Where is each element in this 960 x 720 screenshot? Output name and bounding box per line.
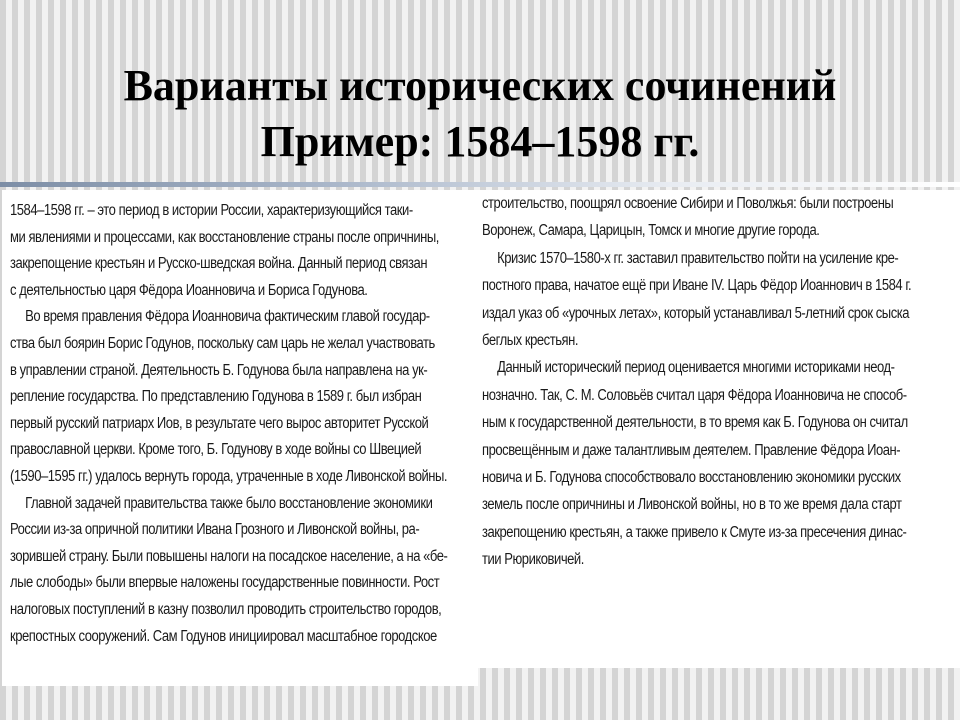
essay-line: ми явлениями и процессами, как восстановление страны после опричнины, bbox=[10, 228, 439, 246]
essay-line: издал указ об «урочных летах», который устанавливал 5-летний срок сыска bbox=[482, 304, 910, 322]
essay-line: нозначно. Так, С. М. Соловьёв считал царя Фёдора Иоанновича не способ- bbox=[482, 386, 907, 404]
slide-title-line-2: Пример: 1584–1598 гг. bbox=[260, 117, 700, 166]
essay-excerpt-left-column bbox=[2, 190, 478, 686]
essay-line: новича и Б. Годунова способствовало восстановлению экономики русских bbox=[482, 469, 901, 487]
essay-line: Данный исторический период оценивается многими историками неод- bbox=[497, 359, 895, 377]
essay-line: земель после опричнины и Ливонской войны, но в то же время дала старт bbox=[482, 496, 902, 514]
essay-line: репление государства. По представлению Годунова в 1589 г. был избран bbox=[10, 388, 422, 406]
essay-excerpt-right-column bbox=[478, 190, 960, 668]
essay-line: ным к государственной деятельности, в то время как Б. Годунова он считал bbox=[482, 414, 908, 432]
essay-line: (1590–1595 гг.) удалось вернуть города, утраченные в ходе Ливонской войны. bbox=[10, 467, 448, 485]
essay-line: 1584–1598 гг. – это период в истории России, характеризующийся таки- bbox=[10, 202, 413, 219]
essay-line: ства был боярин Борис Годунов, поскольку сам царь не желал участвовать bbox=[10, 334, 435, 352]
essay-line: России из-за опричной политики Ивана Грозного и Ливонской войны, ра- bbox=[10, 521, 420, 539]
essay-line: постного права, начатое ещё при Иване IV. Царь Фёдор Иоаннович в 1584 г. bbox=[482, 277, 912, 295]
essay-line: тии Рюриковичей. bbox=[482, 551, 584, 569]
essay-line: Кризис 1570–1580-х гг. заставил правительство пойти на усиление кре- bbox=[497, 249, 899, 267]
essay-line: Главной задачей правительства также было восстановление экономики bbox=[25, 494, 433, 512]
essay-line: закрепощению крестьян, а также привело к Смуте из-за пресечения динас- bbox=[482, 523, 907, 541]
slide-title bbox=[0, 58, 960, 170]
essay-line: беглых крестьян. bbox=[482, 332, 579, 350]
slide-title-line-1: Варианты исторических сочинений bbox=[123, 61, 837, 110]
essay-line: православной церкви. Кроме того, Б. Годунову в ходе войны со Швецией bbox=[10, 441, 422, 459]
essay-line: закрепощение крестьян и Русско-шведская война. Данный период связан bbox=[10, 255, 428, 273]
title-accent-bar bbox=[0, 182, 960, 187]
essay-line: в управлении страной. Деятельность Б. Годунова была направлена на ук- bbox=[10, 361, 428, 379]
essay-line: строительство, поощрял освоение Сибири и Поволжья: были построены bbox=[482, 195, 894, 212]
essay-line: просвещённым и даже талантливым деятелем. Правление Фёдора Иоан- bbox=[482, 441, 901, 459]
essay-line: налоговых поступлений в казну позволил проводить строительство городов, bbox=[10, 600, 442, 618]
essay-line: лые слободы» были впервые наложены государственные повинности. Рост bbox=[10, 574, 440, 592]
essay-line: с деятельностью царя Фёдора Иоанновича и Бориса Годунова. bbox=[10, 281, 368, 299]
essay-line: первый русский патриарх Иов, в результате чего вырос авторитет Русской bbox=[10, 414, 429, 432]
essay-line: крепостных сооружений. Сам Годунов инициировал масштабное городское bbox=[10, 627, 437, 645]
essay-line: Во время правления Фёдора Иоанновича фактическим главой государ- bbox=[25, 308, 430, 326]
essay-line: Воронеж, Самара, Царицын, Томск и многие другие города. bbox=[482, 222, 820, 240]
essay-line: зорившей страну. Были повышены налоги на посадское население, а на «бе- bbox=[10, 547, 448, 565]
